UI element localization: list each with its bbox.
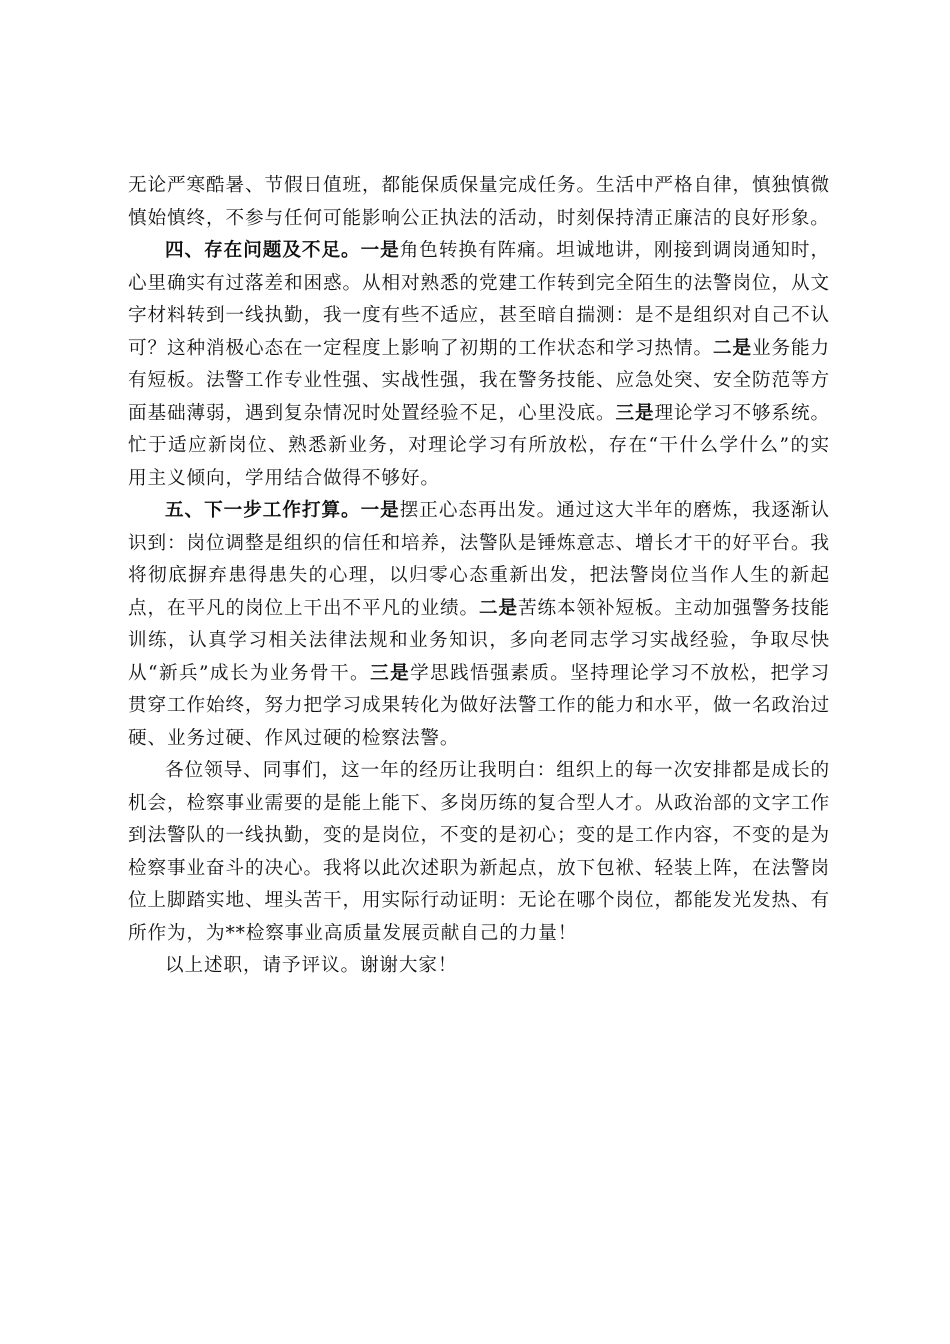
text-run: 学思践悟强素质。坚持理论学习不放松，把学习贯穿工作始终，努力把学习成果转化为做好法警工作的能力和水平，做一名政治过硬、业务过硬、作风过硬的检察法警。 <box>128 662 830 749</box>
paragraph-closing <box>128 755 830 950</box>
text-run: 理论学习不够系统。忙于适应新岗位、熟悉新业务，对理论学习有所放松，存在“干什么学什么”的实用主义倾向，学用结合做得不够好。 <box>128 402 830 489</box>
text-run: 摆正心态再出发。通过这大半年的磨炼，我逐渐认识到：岗位调整是组织的信任和培养，法警队是锤炼意志、增长才干的好平台。我将彻底摒弃患得患失的心理，以归零心态重新出发，把法警岗位当作人生的新起点，在平凡的岗位上干出不平凡的业绩。 <box>128 500 830 619</box>
point-marker: 二是 <box>479 597 518 619</box>
paragraph-next-steps <box>128 495 830 755</box>
section-heading-next-steps: 五、下一步工作打算。 <box>165 500 361 521</box>
point-marker: 三是 <box>615 402 655 424</box>
text-run: 角色转换有阵痛。坦诚地讲，刚接到调岗通知时，心里确实有过落差和困惑。从相对熟悉的党建工作转到完全陌生的法警岗位，从文字材料转到一线执勤，我一度有些不适应，甚至暗自揣测：是不是组织对自己不认可？这种消极心态在一定程度上影响了初期的工作状态和学习热情。 <box>128 240 830 359</box>
section-heading-problems: 四、存在问题及不足。 <box>165 240 361 261</box>
point-marker: 一是 <box>360 500 400 521</box>
document-page <box>128 170 830 983</box>
text-run: 各位领导、同事们，这一年的经历让我明白：组织上的每一次安排都是成长的机会，检察事业需要的是能上能下、多岗历练的复合型人才。从政治部的文字工作到法警队的一线执勤，变的是岗位，不变的是初心；变的是工作内容，不变的是为检察事业奋斗的决心。我将以此次述职为新起点，放下包袱、轻装上阵，在法警岗位上脚踏实地、埋头苦干，用实际行动证明：无论在哪个岗位，都能发光发热、有所作为，为**检察事业高质量发展贡献自己的力量！ <box>128 760 830 944</box>
paragraph-continuation <box>128 170 830 235</box>
paragraph-final-line <box>128 950 830 983</box>
text-run: 以上述职，请予评议。谢谢大家！ <box>165 955 458 976</box>
text-run: 业务能力有短板。法警工作专业性强、实战性强，我在警务技能、应急处突、安全防范等方面基础薄弱，遇到复杂情况时处置经验不足，心里没底。 <box>128 337 830 424</box>
point-marker: 三是 <box>370 662 411 684</box>
point-marker: 二是 <box>712 337 752 359</box>
text-run: 苦练本领补短板。主动加强警务技能训练，认真学习相关法律法规和业务知识，多向老同志学习实战经验，争取尽快从“新兵”成长为业务骨干。 <box>128 597 830 684</box>
point-marker: 一是 <box>360 240 400 261</box>
paragraph-problems <box>128 235 830 495</box>
text-run: 无论严寒酷暑、节假日值班，都能保质保量完成任务。生活中严格自律，慎独慎微慎始慎终，不参与任何可能影响公正执法的活动，时刻保持清正廉洁的良好形象。 <box>128 175 830 229</box>
